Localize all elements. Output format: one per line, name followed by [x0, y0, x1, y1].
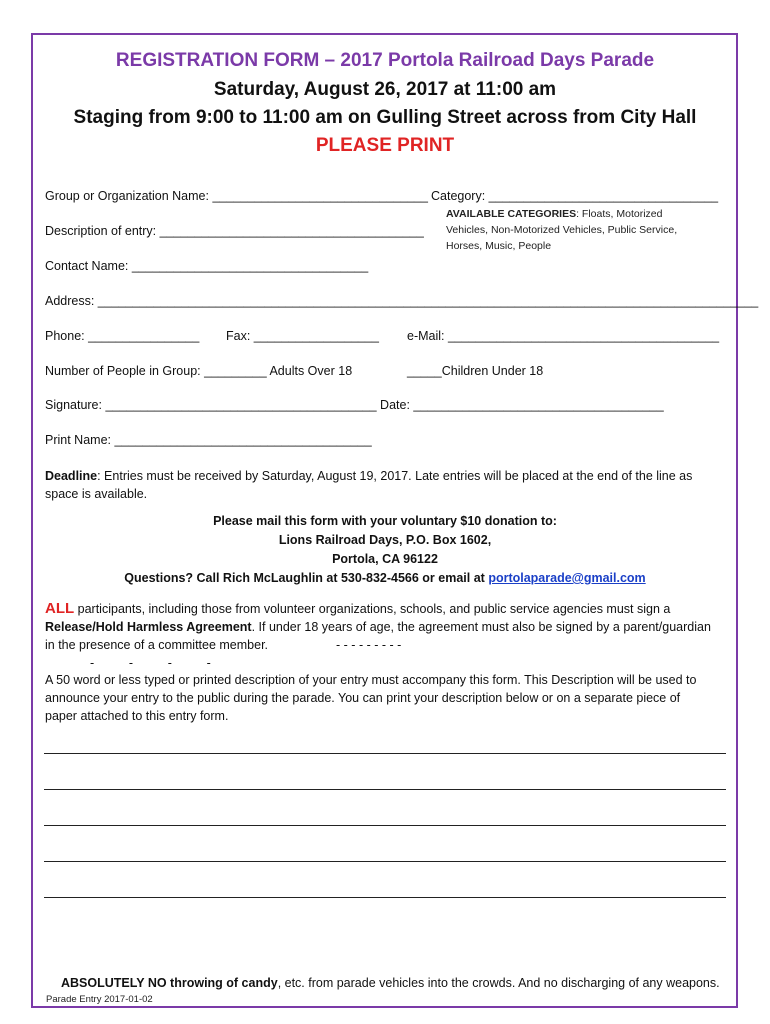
form-title: REGISTRATION FORM – 2017 Portola Railroad Days Parade — [115, 50, 655, 71]
description-field[interactable]: Description of entry: ______________________________________ — [45, 224, 424, 238]
all-emphasis: ALL — [45, 600, 75, 617]
mail-instructions — [0, 512, 770, 588]
mail-line2: Lions Railroad Days, P.O. Box 1602, — [278, 533, 492, 547]
contact-name-field[interactable]: Contact Name: __________________________________ — [45, 259, 369, 273]
release-text3: in the presence of a committee member. — [45, 638, 269, 652]
group-name-field[interactable]: Group or Organization Name: _______________________________ — [45, 189, 428, 203]
questions-line: Questions? Call Rich McLaughlin at 530-832-4566 or email at — [124, 571, 489, 585]
print-notice: PLEASE PRINT — [315, 135, 455, 156]
release-text2: . If under 18 years of age, the agreement must also be signed by a parent/guardian — [251, 620, 711, 634]
print-name-field[interactable]: Print Name: _____________________________________ — [45, 433, 372, 447]
children-field[interactable]: _____Children Under 18 — [407, 364, 544, 378]
warning-notice — [61, 976, 720, 990]
description-line-1[interactable] — [44, 753, 726, 754]
description-instructions — [45, 671, 725, 725]
contact-email-link[interactable]: portolaparade@gmail.com — [488, 571, 646, 585]
release-notice — [45, 600, 725, 672]
description-line-5[interactable] — [44, 897, 726, 898]
categories-line3: Horses, Music, People — [446, 240, 552, 252]
signature-field[interactable]: Signature: _______________________________________ Date: ____________________________________ — [45, 398, 664, 412]
available-categories — [446, 206, 677, 254]
categories-line2: Vehicles, Non-Motorized Vehicles, Public Service, — [446, 224, 678, 236]
description-line-2[interactable] — [44, 789, 726, 790]
deadline-notice — [45, 467, 725, 503]
parade-date: Saturday, August 26, 2017 at 11:00 am — [213, 79, 557, 100]
release-dashes2: - - - - — [90, 656, 211, 670]
deadline-label: Deadline — [45, 469, 98, 483]
category-field[interactable]: Category: _________________________________ — [431, 189, 719, 203]
people-in-group-field[interactable]: Number of People in Group: _________ Adults Over 18 — [45, 364, 353, 378]
release-text1: participants, including those from volunteer organizations, schools, and public service agencies must sign a — [74, 602, 671, 616]
address-field[interactable]: Address: _______________________________________________________________________________________________ — [45, 294, 759, 308]
release-dashes1: - - - - - - - - - — [336, 638, 402, 652]
warning-rest: , etc. from parade vehicles into the crowds. And no discharging of any weapons. — [277, 976, 720, 990]
description-line-4[interactable] — [44, 861, 726, 862]
email-field[interactable]: e-Mail: _______________________________________ — [407, 329, 720, 343]
release-agreement-label: Release/Hold Harmless Agreement — [45, 620, 252, 634]
fax-field[interactable]: Fax: __________________ — [226, 329, 379, 343]
staging-info: Staging from 9:00 to 11:00 am on Gulling Street across from City Hall — [73, 107, 697, 128]
deadline-text2: space is available. — [45, 487, 148, 501]
deadline-text: : Entries must be received by Saturday, August 19, 2017. Late entries will be placed at the end of the line as — [97, 469, 693, 483]
categories-line1: : Floats, Motorized — [576, 208, 663, 220]
available-categories-label: AVAILABLE CATEGORIES — [446, 208, 577, 220]
mail-line3: Portola, CA 96122 — [332, 552, 438, 566]
warning-bold: ABSOLUTELY NO throwing of candy — [61, 976, 278, 990]
description-line-3[interactable] — [44, 825, 726, 826]
document-id: Parade Entry 2017-01-02 — [46, 994, 153, 1005]
description-line3: paper attached to this entry form. — [45, 709, 229, 723]
description-line2: announce your entry to the public during the parade. You can print your description below or on a separate piece of — [45, 691, 681, 705]
description-line1: A 50 word or less typed or printed description of your entry must accompany this form. This Description will be used to — [45, 673, 697, 687]
phone-field[interactable]: Phone: ________________ — [45, 329, 200, 343]
mail-line1: Please mail this form with your voluntary $10 donation to: — [213, 514, 557, 528]
